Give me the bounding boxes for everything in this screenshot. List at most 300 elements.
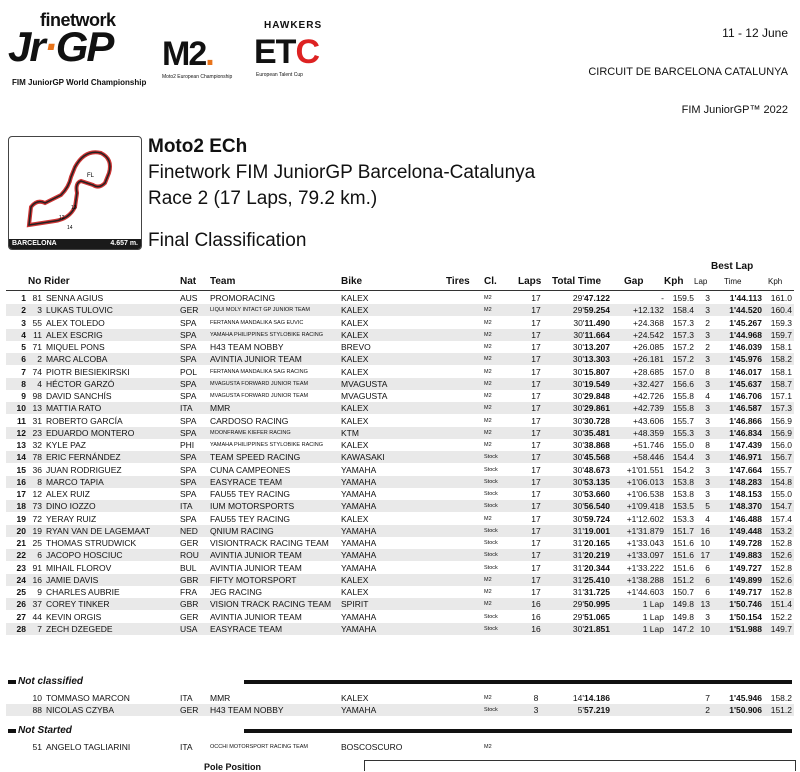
total-time-seconds: 29.861 [584, 403, 610, 414]
hawkers-wordmark: HAWKERS [264, 20, 323, 31]
rider-name-cell: NICOLAS CZYBA [46, 705, 115, 716]
laps-cell: 17 [531, 513, 541, 524]
best-lap-time-cell: 1'47.439 [729, 440, 762, 450]
best-lap-number-cell: 8 [705, 366, 710, 377]
bike-cell: KALEX [341, 305, 369, 316]
rider-name-cell: ZECH DZEGEDE [46, 623, 113, 634]
position-cell: 13 [16, 440, 26, 450]
total-time-cell [554, 427, 610, 439]
best-lap-speed-cell: 158.2 [770, 354, 792, 365]
finetwork-wordmark: finetwork [40, 10, 116, 30]
gap-cell: +1'09.418 [626, 501, 664, 512]
gap-cell: 1 Lap [642, 599, 664, 610]
gap-cell: +58.446 [633, 452, 664, 463]
bike-cell: YAMAHA [341, 501, 377, 512]
speed-cell: 149.8 [672, 599, 694, 610]
best-lap-number-cell: 16 [700, 525, 710, 536]
best-lap-speed-cell: 157.4 [770, 513, 792, 524]
total-time-minutes: 30' [572, 366, 584, 377]
total-time-cell [554, 451, 610, 463]
team-cell: YAMAHA PHILIPPINES STYLOBIKE RACING [210, 331, 323, 338]
gap-cell: +1'44.603 [626, 587, 664, 597]
total-time-minutes: 30' [572, 415, 584, 426]
track-label-fl: FL [87, 173, 95, 179]
best-lap-number-cell: 3 [705, 415, 710, 426]
best-lap-speed-cell: 157.3 [770, 403, 792, 414]
gap-cell: +1'33.043 [626, 538, 664, 548]
laps-cell: 17 [531, 550, 541, 561]
speed-cell: 150.7 [672, 587, 694, 597]
position-cell: 24 [16, 574, 26, 585]
best-lap-speed-cell: 154.8 [770, 476, 792, 487]
rider-name-cell: MIHAIL FLOROV [46, 562, 112, 573]
best-lap-number-cell: 2 [705, 705, 710, 716]
nationality-cell: SPA [180, 489, 197, 499]
total-time-minutes: 30' [572, 452, 584, 463]
bike-cell: BREVO [341, 342, 371, 352]
team-cell: AVINTIA JUNIOR TEAM [210, 562, 302, 573]
best-lap-number-cell: 4 [705, 391, 710, 401]
total-time-minutes: 5' [577, 705, 584, 716]
race-info: Race 2 (17 Laps, 79.2 km.) [148, 188, 378, 209]
total-time-cell [554, 439, 610, 451]
rider-number-cell: 25 [32, 538, 42, 548]
bike-cell: YAMAHA [341, 705, 377, 716]
class-cell: M2 [484, 380, 492, 387]
best-lap-speed-cell: 156.9 [770, 415, 792, 426]
juniorgp-subtitle: FIM JuniorGP World Championship [12, 78, 147, 87]
col-gap: Gap [624, 276, 644, 287]
position-cell: 7 [21, 366, 26, 377]
class-cell: M2 [484, 442, 492, 448]
total-time-minutes: 29' [572, 293, 584, 303]
col-tires: Tires [446, 276, 470, 287]
bike-cell: YAMAHA [341, 611, 377, 622]
rider-name-cell: ANGELO TAGLIARINI [46, 742, 131, 752]
best-lap-time-cell: 1'51.988 [729, 623, 762, 634]
moto2-subtitle: Moto2 European Championship [162, 74, 233, 80]
team-cell: FAU55 TEY RACING [210, 513, 290, 524]
speed-cell: 157.2 [672, 342, 694, 352]
class-cell: M2 [484, 695, 492, 701]
total-time-cell [554, 317, 610, 329]
team-cell: CUNA CAMPEONES [210, 464, 291, 475]
team-cell: CARDOSO RACING [210, 415, 289, 426]
laps-cell: 17 [531, 562, 541, 573]
team-cell: TEAM SPEED RACING [210, 452, 301, 463]
best-lap-speed-cell: 159.7 [770, 329, 792, 340]
speed-cell: 157.2 [672, 354, 694, 365]
position-cell: 10 [16, 403, 26, 414]
class-cell: M2 [484, 744, 492, 750]
laps-cell: 17 [531, 476, 541, 487]
class-cell: M2 [484, 417, 492, 424]
best-lap-speed-cell: 159.3 [770, 317, 792, 328]
nationality-cell: SPA [180, 342, 197, 352]
total-time-minutes: 31' [572, 587, 584, 597]
best-lap-time-cell: 1'47.664 [729, 464, 762, 475]
bike-cell: YAMAHA [341, 525, 377, 536]
rider-number-cell: 37 [32, 599, 42, 610]
total-time-cell [554, 476, 610, 488]
best-lap-speed-cell: 152.2 [770, 611, 792, 622]
position-cell: 12 [16, 427, 26, 438]
total-time-minutes: 30' [573, 329, 585, 340]
col-no-rider: No Rider [28, 276, 70, 287]
team-cell: PROMORACING [210, 293, 276, 303]
position-cell: 20 [16, 525, 26, 536]
track-label-13: 13 [71, 205, 77, 211]
rider-number-cell: 23 [32, 427, 42, 438]
nationality-cell: SPA [180, 329, 197, 340]
class-cell: M2 [484, 576, 492, 583]
gap-cell: +32.427 [633, 378, 664, 389]
rider-name-cell: MATTIA RATO [46, 403, 102, 414]
bike-cell: KALEX [341, 293, 369, 303]
total-time-cell [554, 574, 610, 586]
total-time-cell [554, 378, 610, 390]
best-lap-time-cell: 1'45.946 [729, 693, 762, 703]
bike-cell: YAMAHA [341, 476, 377, 487]
etc-subtitle: European Talent Cup [256, 72, 303, 78]
not-started-heading: Not Started [18, 725, 72, 736]
total-time-seconds: 31.725 [584, 587, 610, 597]
col-team: Team [210, 276, 236, 287]
team-cell: VISIONTRACK RACING TEAM [210, 538, 329, 548]
gap-cell: - [661, 293, 664, 303]
team-cell: EASYRACE TEAM [210, 476, 283, 487]
laps-cell: 17 [531, 501, 541, 512]
best-lap-time-cell: 1'49.448 [729, 525, 762, 536]
rider-number-cell: 11 [33, 329, 42, 340]
best-lap-number-cell: 2 [705, 317, 710, 328]
rider-name-cell: ERIC FERNÁNDEZ [46, 452, 121, 463]
position-cell: 1 [21, 293, 26, 303]
rider-name-cell: MARC ALCOBA [46, 354, 108, 365]
gap-cell: +1'06.538 [626, 489, 664, 499]
class-cell: M2 [484, 393, 492, 399]
team-cell: FIFTY MOTORSPORT [210, 574, 297, 585]
best-lap-speed-cell: 153.2 [770, 525, 792, 536]
rider-name-cell: ALEX TOLEDO [46, 317, 105, 328]
best-lap-speed-cell: 151.4 [770, 599, 792, 610]
gap-cell: +26.181 [633, 354, 664, 365]
bike-cell: YAMAHA [341, 489, 377, 499]
total-time-cell [554, 500, 610, 512]
total-time-cell [554, 692, 610, 704]
laps-cell: 17 [531, 538, 541, 548]
total-time-minutes: 30' [572, 342, 584, 352]
best-lap-time-cell: 1'46.039 [729, 342, 762, 352]
class-cell: M2 [484, 307, 492, 314]
nationality-cell: SPA [180, 391, 197, 401]
rider-number-cell: 74 [32, 366, 42, 377]
total-time-minutes: 30' [572, 464, 584, 475]
col-best-lap-lap: Lap [694, 277, 708, 286]
nationality-cell: GER [180, 538, 199, 548]
rider-number-cell: 31 [32, 415, 42, 426]
juniorgp-logo [8, 10, 147, 90]
total-time-seconds: 25.410 [584, 574, 610, 585]
section-divider [8, 729, 16, 733]
best-lap-speed-cell: 155.0 [770, 489, 792, 499]
speed-cell: 157.3 [672, 329, 694, 340]
team-cell: QNIUM RACING [210, 525, 274, 536]
team-cell: OCCHI MOTORSPORT RACING TEAM [210, 744, 308, 750]
laps-cell: 17 [531, 415, 541, 426]
table-row [6, 464, 794, 476]
best-lap-time-cell: 1'44.113 [729, 293, 762, 303]
etc-logo [254, 20, 344, 82]
total-time-minutes: 30' [572, 391, 584, 401]
total-time-cell [554, 704, 610, 716]
class-cell: Stock [484, 613, 498, 620]
best-lap-time-cell: 1'50.906 [729, 705, 762, 716]
nationality-cell: FRA [180, 587, 197, 597]
total-time-minutes: 30' [573, 317, 585, 328]
total-time-seconds: 51.065 [584, 611, 610, 622]
etc-logo-text: ET [254, 33, 296, 71]
team-cell: MOONFRAME KIEFER RACING [210, 429, 291, 436]
speed-cell: 151.2 [672, 574, 694, 585]
best-lap-number-cell: 7 [705, 693, 710, 703]
nationality-cell: SPA [180, 513, 197, 524]
total-time-seconds: 19.549 [584, 378, 610, 389]
total-time-seconds: 20.165 [584, 538, 610, 548]
event-name: Finetwork FIM JuniorGP Barcelona-Catalunya [148, 162, 536, 183]
gap-cell: +43.606 [633, 415, 664, 426]
jgp-logo-dot: · [43, 23, 56, 70]
position-cell: 22 [16, 550, 26, 561]
position-cell: 26 [16, 599, 26, 610]
total-time-minutes: 29' [572, 611, 584, 622]
total-time-minutes: 31' [572, 574, 584, 585]
bike-cell: YAMAHA [341, 562, 377, 573]
nationality-cell: GER [180, 705, 199, 716]
nationality-cell: SPA [180, 476, 197, 487]
total-time-cell [554, 402, 610, 414]
speed-cell: 153.8 [672, 489, 694, 499]
best-lap-time-cell: 1'46.706 [729, 391, 762, 401]
section-divider [8, 680, 16, 684]
table-row [6, 390, 794, 402]
class-cell: Stock [484, 503, 498, 510]
section-divider [244, 680, 792, 684]
speed-cell: 151.7 [672, 525, 694, 536]
speed-cell: 156.6 [672, 378, 694, 389]
col-class: Cl. [484, 276, 497, 287]
m2-logo-dot: . [205, 35, 213, 73]
best-lap-speed-cell: 158.1 [770, 366, 792, 377]
laps-cell: 17 [531, 427, 541, 438]
position-cell: 17 [16, 489, 26, 499]
class-cell: M2 [484, 344, 492, 350]
bike-cell: SPIRIT [341, 599, 369, 610]
table-row [6, 586, 794, 598]
best-lap-speed-cell: 152.6 [770, 574, 792, 585]
pole-position-heading: Pole Position [204, 762, 262, 772]
position-cell: 5 [21, 342, 26, 352]
laps-cell: 17 [531, 366, 541, 377]
best-lap-time-cell: 1'48.153 [729, 489, 762, 499]
track-label-12: 12 [59, 215, 65, 221]
rider-number-cell: 13 [32, 403, 42, 414]
total-time-seconds: 15.807 [584, 366, 610, 377]
total-time-minutes: 29' [572, 305, 584, 316]
col-laps: Laps [518, 276, 542, 287]
gap-cell: +1'33.097 [626, 550, 664, 561]
bike-cell: KALEX [341, 317, 369, 328]
bike-cell: YAMAHA [341, 538, 377, 548]
laps-cell: 16 [531, 611, 541, 622]
gap-cell: +1'06.013 [626, 476, 664, 487]
total-time-seconds: 53.660 [584, 489, 610, 499]
circuit-name: CIRCUIT DE BARCELONA CATALUNYA [588, 66, 788, 78]
total-time-cell [554, 586, 610, 598]
nationality-cell: SPA [180, 427, 197, 438]
nationality-cell: ITA [180, 403, 193, 414]
total-time-cell [554, 537, 610, 549]
team-cell: MVAGUSTA FORWARD JUNIOR TEAM [210, 393, 309, 399]
rider-name-cell: MIQUEL PONS [46, 342, 105, 352]
laps-cell: 17 [531, 452, 541, 463]
gap-cell: +12.132 [633, 305, 664, 316]
total-time-minutes: 31' [572, 550, 584, 561]
rider-number-cell: 9 [37, 587, 42, 597]
gap-cell: 1 Lap [642, 623, 664, 634]
bike-cell: KALEX [341, 574, 369, 585]
table-row [6, 378, 794, 390]
team-cell: MVAGUSTA FORWARD JUNIOR TEAM [210, 380, 309, 387]
laps-cell: 17 [531, 440, 541, 450]
rider-number-cell: 71 [32, 342, 42, 352]
series-name: FIM JuniorGP™ 2022 [681, 104, 788, 116]
best-lap-number-cell: 3 [705, 378, 710, 389]
total-time-cell [554, 549, 610, 561]
class-cell: M2 [484, 405, 492, 412]
best-lap-speed-cell: 152.8 [770, 587, 792, 597]
class-cell: M2 [484, 429, 492, 436]
team-cell: YAMAHA PHILIPPINES STYLOBIKE RACING [210, 442, 323, 448]
class-cell: M2 [484, 295, 492, 301]
position-cell: 27 [16, 611, 26, 622]
speed-cell: 151.6 [672, 550, 694, 561]
total-time-cell [554, 513, 610, 525]
rider-name-cell: YERAY RUIZ [46, 513, 97, 524]
nationality-cell: SPA [180, 452, 197, 463]
gap-cell: +51.746 [633, 440, 664, 450]
total-time-seconds: 20.219 [584, 550, 610, 561]
rider-number-cell: 36 [32, 464, 42, 475]
gap-cell: +48.359 [633, 427, 664, 438]
total-time-seconds: 14.186 [584, 693, 610, 703]
total-time-seconds: 11.490 [584, 317, 610, 328]
best-lap-time-cell: 1'45.267 [729, 317, 762, 328]
rider-name-cell: DINO IOZZO [46, 501, 96, 512]
total-time-cell [554, 464, 610, 476]
total-time-seconds: 38.868 [584, 440, 610, 450]
table-row [6, 500, 794, 512]
best-lap-speed-cell: 161.0 [770, 293, 792, 303]
table-row [6, 329, 794, 341]
team-cell: EASYRACE TEAM [210, 623, 283, 634]
speed-cell: 153.3 [672, 513, 694, 524]
rider-name-cell: LUKAS TULOVIC [46, 305, 113, 316]
speed-cell: 151.6 [672, 562, 694, 573]
total-time-cell [554, 366, 610, 378]
team-cell: FAU55 TEY RACING [210, 489, 290, 499]
event-dates: 11 - 12 June [722, 26, 788, 40]
best-lap-number-cell: 5 [705, 501, 710, 512]
rider-number-cell: 7 [37, 623, 42, 634]
moto2-ech-logo [162, 36, 242, 82]
nationality-cell: SPA [180, 378, 197, 389]
best-lap-number-cell: 3 [705, 354, 710, 365]
rider-name-cell: KEVIN ORGIS [46, 611, 102, 622]
best-lap-speed-cell: 151.2 [770, 705, 792, 716]
bike-cell: KAWASAKI [341, 452, 385, 463]
etc-logo-c: C [295, 33, 320, 71]
laps-cell: 3 [533, 705, 539, 716]
total-time-minutes: 29' [572, 599, 584, 610]
best-lap-time-cell: 1'49.728 [729, 538, 762, 548]
laps-cell: 8 [533, 693, 539, 703]
best-lap-time-cell: 1'46.834 [729, 427, 762, 438]
rider-number-cell: 88 [32, 705, 42, 716]
team-cell: JEG RACING [210, 587, 262, 597]
table-row [6, 476, 794, 488]
class-cell: M2 [484, 589, 492, 595]
total-time-minutes: 30' [572, 476, 584, 487]
team-cell: H43 TEAM NOBBY [210, 342, 284, 352]
best-lap-time-cell: 1'48.370 [729, 501, 762, 512]
table-row [6, 598, 794, 610]
total-time-seconds: 30.728 [584, 415, 610, 426]
rider-number-cell: 32 [32, 440, 42, 450]
best-lap-speed-cell: 152.8 [770, 562, 792, 573]
best-lap-time-cell: 1'50.154 [729, 611, 762, 622]
total-time-seconds: 35.481 [584, 427, 610, 438]
best-lap-speed-cell: 156.9 [770, 427, 792, 438]
team-cell: FERTANNA MANDALIKA SAG EUVIC [210, 319, 304, 326]
rider-number-cell: 72 [32, 513, 42, 524]
team-cell: AVINTIA JUNIOR TEAM [210, 550, 302, 561]
class-title: Moto2 ECh [148, 136, 248, 157]
best-lap-number-cell: 3 [705, 427, 710, 438]
nationality-cell: BUL [180, 562, 197, 573]
position-cell: 21 [16, 538, 26, 548]
total-time-seconds: 19.001 [584, 525, 610, 536]
rider-name-cell: THOMAS STRUDWICK [46, 538, 137, 548]
total-time-cell [554, 611, 610, 623]
total-time-seconds: 29.848 [584, 391, 610, 401]
total-time-seconds: 13.303 [584, 354, 610, 365]
class-cell: Stock [484, 478, 498, 485]
best-lap-time-cell: 1'49.727 [729, 562, 762, 573]
best-lap-number-cell: 10 [700, 623, 710, 634]
speed-cell: 154.4 [672, 452, 694, 463]
best-lap-number-cell: 17 [700, 550, 710, 561]
gap-cell: +1'12.602 [626, 513, 664, 524]
laps-cell: 17 [531, 317, 541, 328]
team-cell: MMR [210, 693, 231, 703]
laps-cell: 17 [531, 574, 541, 585]
table-row [6, 525, 794, 537]
team-cell: AVINTIA JUNIOR TEAM [210, 354, 302, 365]
rider-name-cell: HÉCTOR GARZÓ [46, 378, 115, 389]
class-cell: Stock [484, 527, 498, 534]
best-lap-number-cell: 3 [705, 464, 710, 475]
